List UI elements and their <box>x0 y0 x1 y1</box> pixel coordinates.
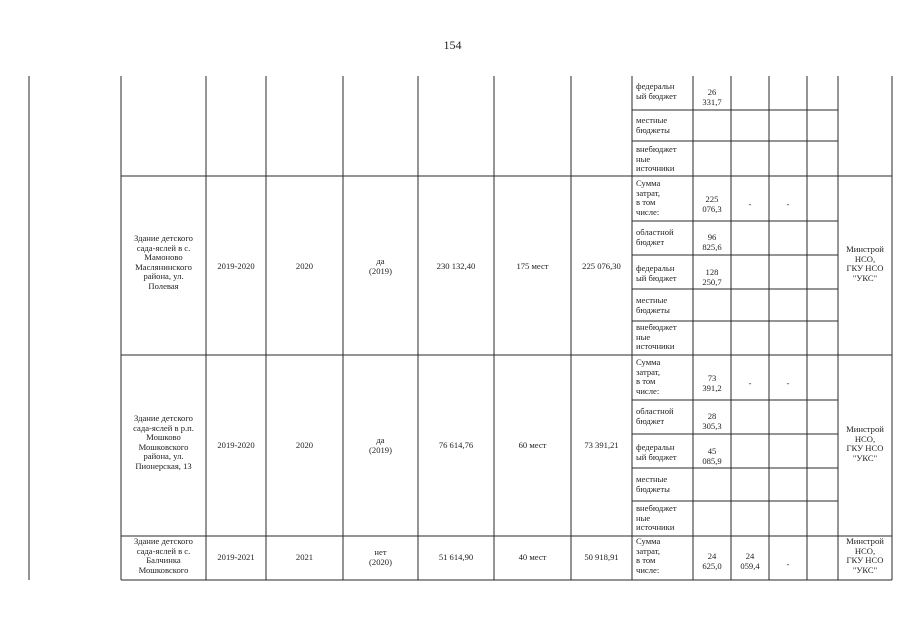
project-cost: 230 132,40 <box>436 261 476 271</box>
project-year: 2021 <box>295 552 314 562</box>
project-responsible: Минстрой НСО, ГКУ НСО "УКС" <box>846 244 884 283</box>
funding-value-total: 73 391,2 <box>702 373 722 393</box>
funding-label-local: местные бюджеты <box>636 115 670 135</box>
project-name: Здание детского сада-яслей в с. Балчинка Мошковского <box>134 536 193 575</box>
project-responsible: Минстрой НСО, ГКУ НСО "УКС" <box>846 536 884 575</box>
project-year: 2020 <box>295 261 314 271</box>
funding-label-extrabudget: внебюджет ные источники <box>636 322 677 351</box>
funding-value-federal: 45 085,9 <box>702 446 722 466</box>
project-period: 2019-2020 <box>217 261 255 271</box>
funding-label-federal: федеральн ый бюджет <box>636 81 677 101</box>
project-period: 2019-2021 <box>217 552 255 562</box>
funding-value-total: 24 625,0 <box>702 551 722 571</box>
project-cost: 76 614,76 <box>438 440 474 450</box>
funding-value-regional: 96 825,6 <box>702 232 722 252</box>
project-psd: да (2019) <box>369 256 392 276</box>
funding-label-total: Сумма затрат, в том числе: <box>636 178 661 217</box>
funding-label-local: местные бюджеты <box>636 295 670 315</box>
funding-year3-total: - <box>786 199 790 209</box>
project-psd: нет (2020) <box>369 547 392 567</box>
funding-value-federal: 128 250,7 <box>702 267 722 287</box>
funding-value-regional: 28 305,3 <box>702 411 722 431</box>
funding-label-federal: федеральн ый бюджет <box>636 442 677 462</box>
funding-label-total: Сумма затрат, в том числе: <box>636 357 661 396</box>
funding-year3-total: - <box>786 559 790 569</box>
funding-label-regional: областной бюджет <box>636 406 674 426</box>
funding-label-local: местные бюджеты <box>636 474 670 494</box>
funding-year2-total: 24 059,4 <box>740 551 760 571</box>
project-psd: да (2019) <box>369 435 392 455</box>
funding-label-extrabudget: внебюджет ные источники <box>636 503 677 532</box>
page-number: 154 <box>443 38 462 52</box>
funding-label-extrabudget: внебюджет ные источники <box>636 144 677 173</box>
project-capacity: 60 мест <box>518 440 547 450</box>
project-capacity: 175 мест <box>516 261 549 271</box>
funding-year2-total: - <box>748 378 752 388</box>
project-year: 2020 <box>295 440 314 450</box>
project-remaining: 73 391,21 <box>584 440 619 450</box>
funding-value-total: 225 076,3 <box>702 194 722 214</box>
project-name: Здание детского сада-яслей в с. Мамоново Маслянинского района, ул. Полевая <box>134 233 193 291</box>
project-remaining: 225 076,30 <box>582 261 621 271</box>
project-responsible: Минстрой НСО, ГКУ НСО "УКС" <box>846 424 884 463</box>
project-cost: 51 614,90 <box>438 552 474 562</box>
project-capacity: 40 мест <box>518 552 547 562</box>
funding-label-federal: федеральн ый бюджет <box>636 263 677 283</box>
project-remaining: 50 918,91 <box>584 552 619 562</box>
project-period: 2019-2020 <box>217 440 255 450</box>
project-name: Здание детского сада-яслей в р.п. Мошково Мошковского района, ул. Пионерская, 13 <box>133 413 194 471</box>
funding-label-total: Сумма затрат, в том числе: <box>636 536 661 575</box>
funding-label-regional: областной бюджет <box>636 227 674 247</box>
funding-value-federal: 26 331,7 <box>702 87 722 107</box>
funding-year3-total: - <box>786 378 790 388</box>
funding-year2-total: - <box>748 199 752 209</box>
